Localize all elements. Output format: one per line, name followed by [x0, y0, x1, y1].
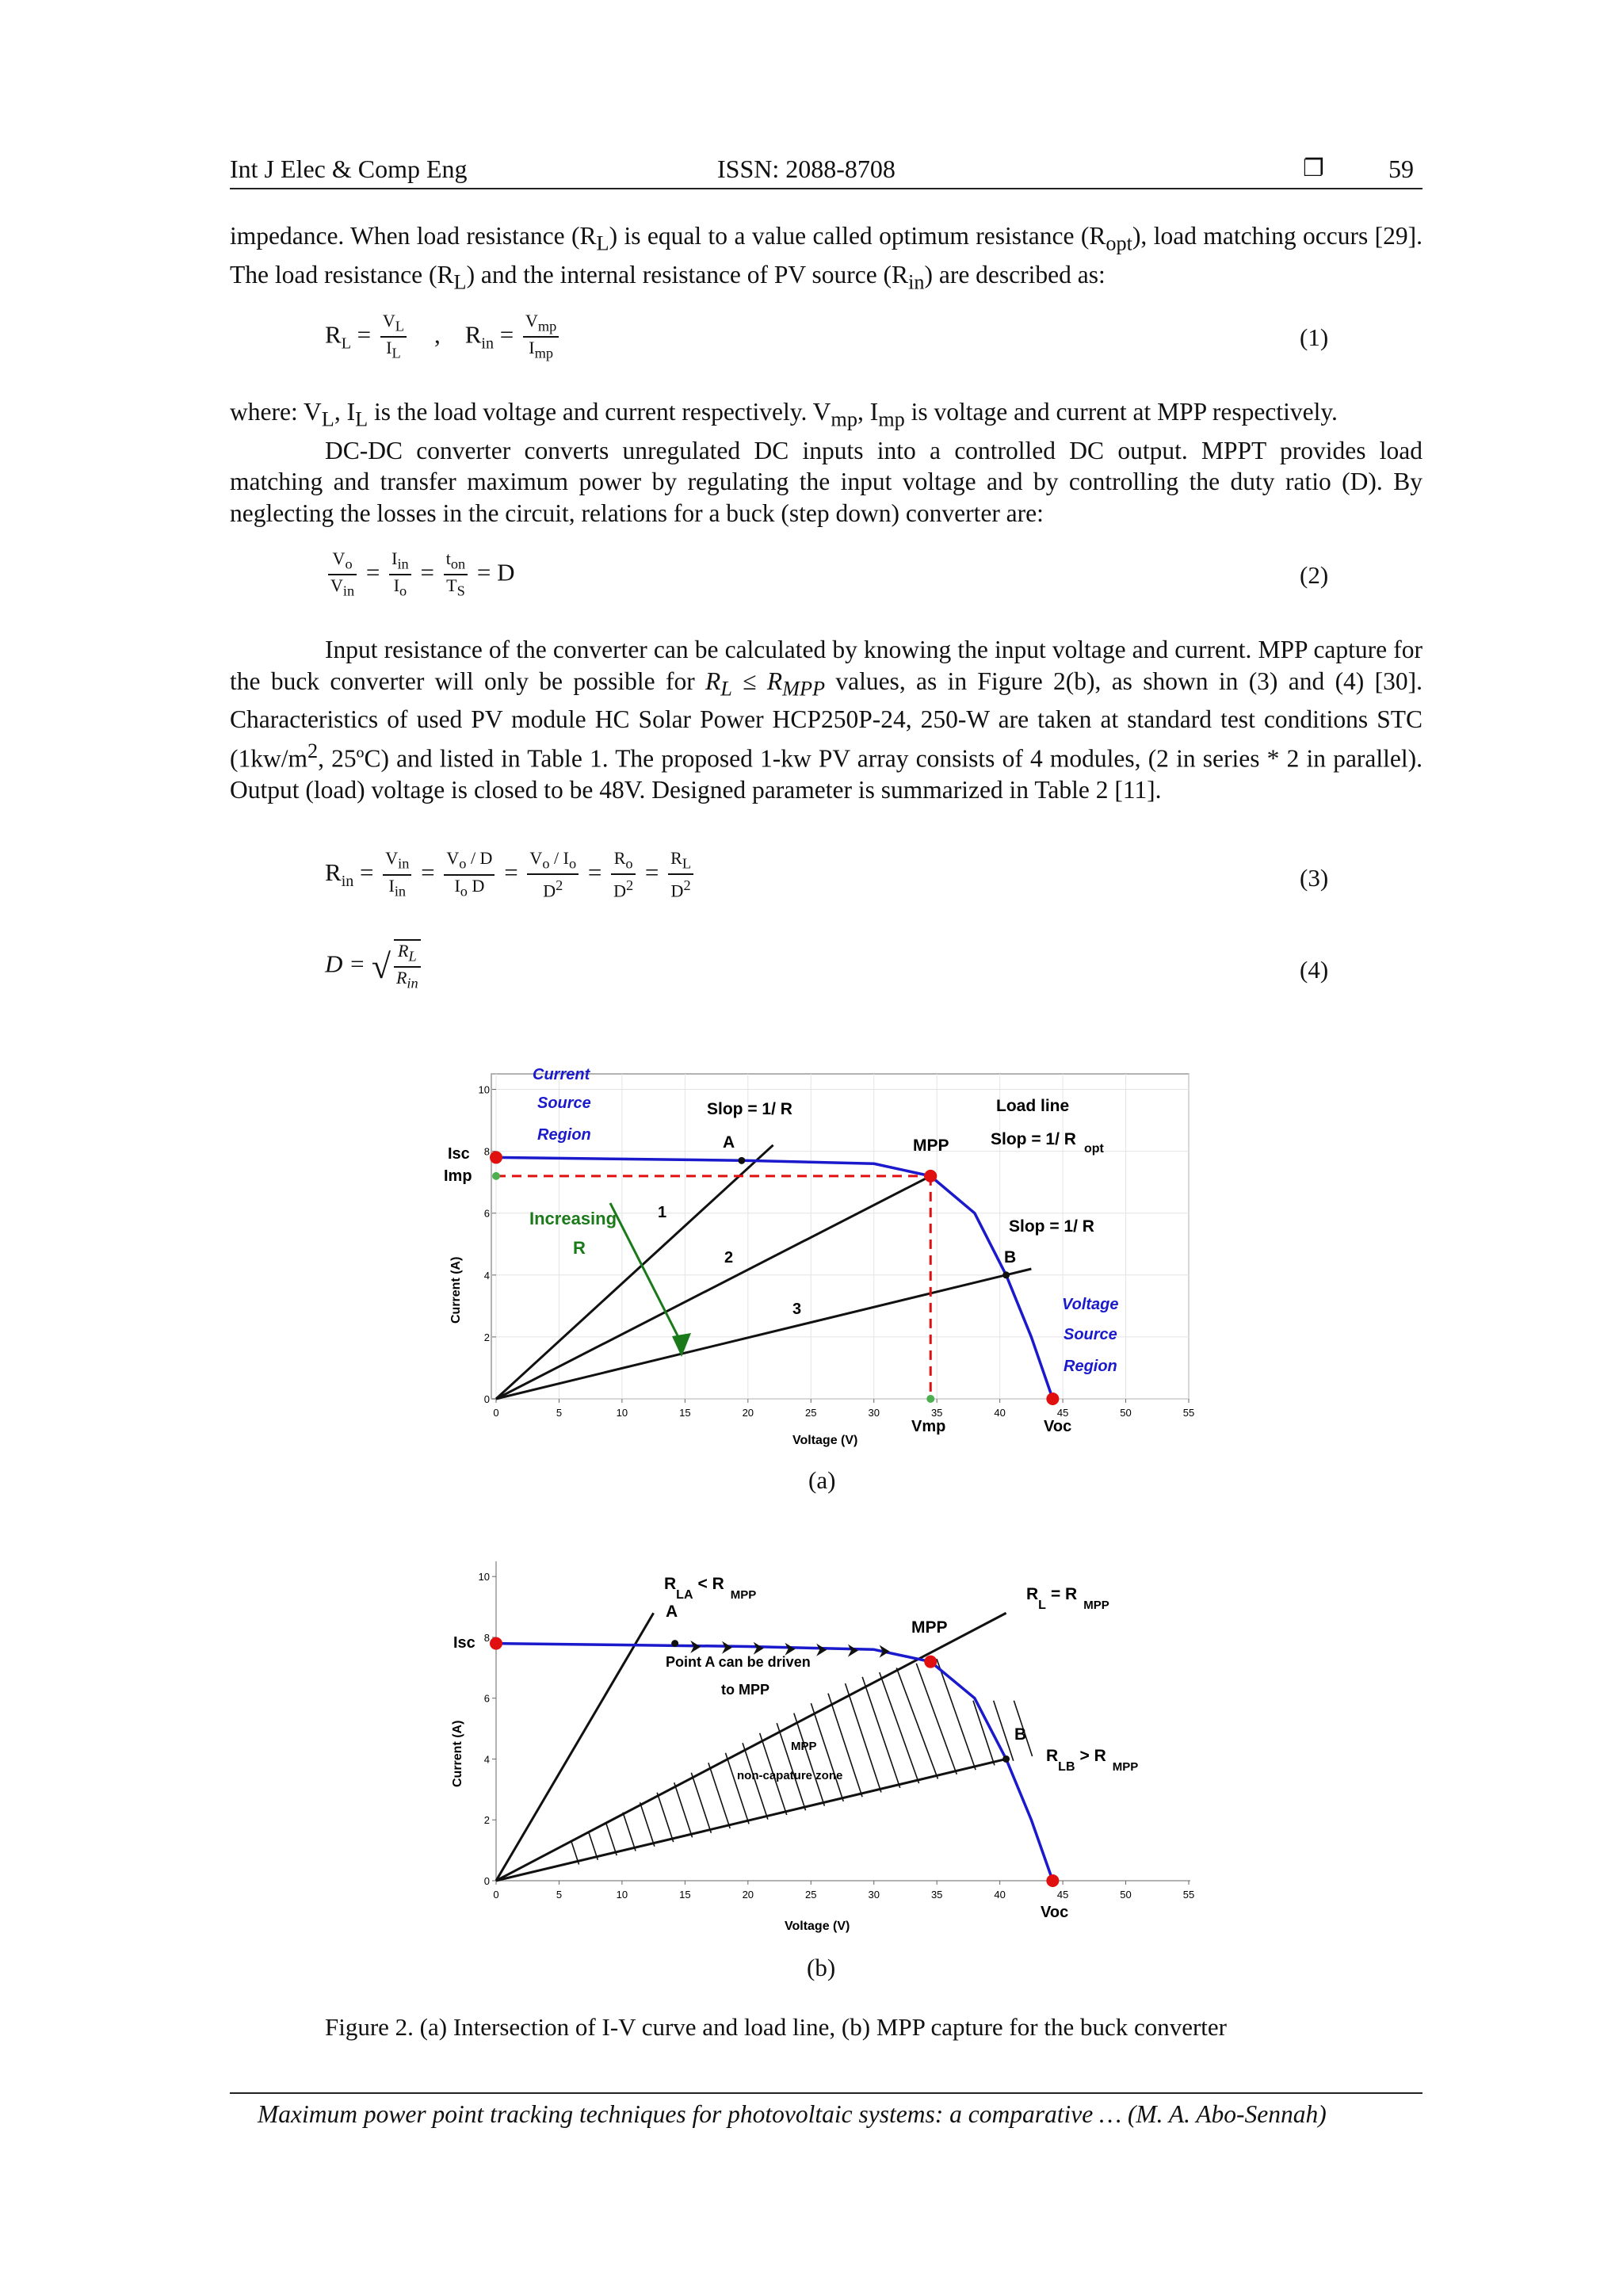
- box-icon: ❐: [1303, 155, 1324, 182]
- hatch-line: [880, 1672, 919, 1783]
- hatch-line: [657, 1793, 674, 1842]
- y-tick-label: 6: [483, 1207, 490, 1220]
- x-tick-label: 55: [1182, 1407, 1195, 1419]
- point-b-label-b: B: [1014, 1725, 1027, 1744]
- x-tick-label: 10: [616, 1407, 628, 1419]
- point-b-marker: [1002, 1271, 1010, 1278]
- point-a-label: A: [723, 1133, 735, 1152]
- increasing-r-label: R: [573, 1238, 586, 1258]
- x-tick-label: 0: [493, 1407, 499, 1419]
- vmp-marker: [926, 1395, 934, 1403]
- xlabel-b: Voltage (V): [785, 1920, 850, 1933]
- imp-label-a: Imp: [444, 1167, 472, 1185]
- x-tick-label: 50: [1120, 1407, 1132, 1419]
- y-tick-label: 0: [483, 1875, 490, 1887]
- point-b-marker: [1002, 1755, 1010, 1763]
- flow-chevron: [816, 1644, 827, 1656]
- page-number: 59: [1388, 155, 1414, 183]
- equation-2-number: (2): [1300, 561, 1329, 589]
- issn: ISSN: 2088-8708: [717, 155, 896, 183]
- equation-1-number: (1): [1300, 323, 1329, 351]
- hatch-line: [691, 1773, 711, 1833]
- point-a-text-1: Point A can be driven: [666, 1654, 811, 1670]
- hatch-line: [896, 1668, 938, 1778]
- slope-b-label: Slop = 1/ R: [1009, 1217, 1094, 1236]
- hatch-line: [605, 1822, 617, 1855]
- mpp-label-b: MPP: [911, 1618, 948, 1637]
- footer-rule: [230, 2092, 1423, 2094]
- equation-3-number: (3): [1300, 864, 1329, 892]
- equation-4: D = √ $R_L$ $R_{in}$: [325, 939, 424, 994]
- figure-caption: Figure 2. (a) Intersection of I-V curve and load line, (b) MPP capture for the buck converter: [325, 2013, 1227, 2041]
- paragraph-4: [230, 634, 1423, 805]
- y-tick-label: 4: [483, 1753, 490, 1766]
- equation-1: $R_L$ = $\frac{V_L}{I_L}$ , $R_{in}$ = $V_{mp}$ $I_{mp}$: [325, 311, 562, 364]
- x-tick-label: 20: [742, 1407, 754, 1419]
- rla-label: $R_{LA}< R_{MPP}$: [664, 1575, 757, 1602]
- x-tick-label: 30: [868, 1407, 880, 1419]
- current-source-2: Source: [537, 1095, 591, 1112]
- paragraph-3-text: DC-DC converter converts unregulated DC inputs into a controlled DC output. MPPT provides load matching and transfer maximum power by regulating the input voltage and by controlling the duty ratio (D). By neglecting the losses in the circuit, relations for a buck (step down) converter are:: [230, 436, 1423, 527]
- x-tick-label: 35: [930, 1889, 943, 1901]
- x-tick-label: 5: [556, 1407, 563, 1419]
- x-tick-label: 5: [556, 1889, 563, 1901]
- equation-2: $V_o$ $V_{in}$ = $I_{in}$ $I_o$ = $t_{on}$ $T_S$ = D: [325, 548, 515, 602]
- x-tick-label: 45: [1056, 1407, 1069, 1419]
- flow-chevron: [754, 1642, 764, 1655]
- hatch-line: [623, 1813, 636, 1851]
- line-3-label: 3: [792, 1301, 802, 1318]
- voc-label-b: Voc: [1041, 1904, 1069, 1921]
- y-tick-label: 10: [478, 1571, 490, 1584]
- load-line-2: [496, 1613, 1006, 1881]
- point-a-marker: [738, 1157, 745, 1164]
- rl-label: $R_L= R_{MPP}$: [1026, 1585, 1109, 1612]
- voltage-source-2: Source: [1064, 1326, 1117, 1343]
- voltage-source-1: Voltage: [1062, 1296, 1119, 1313]
- ylabel-b: Current (A): [451, 1720, 464, 1787]
- imp-marker: [492, 1172, 500, 1180]
- isc-label-b: Isc: [453, 1634, 475, 1652]
- y-tick-label: 2: [483, 1331, 490, 1343]
- x-tick-label: 50: [1120, 1889, 1132, 1901]
- vmp-label-a: Vmp: [911, 1418, 946, 1435]
- zone-label-1: MPP: [791, 1740, 817, 1753]
- isc-label-a: Isc: [448, 1145, 470, 1163]
- x-tick-label: 35: [930, 1407, 943, 1419]
- rlb-label: $R_{LB}> R_{MPP}$: [1046, 1747, 1139, 1774]
- x-tick-label: 10: [616, 1889, 628, 1901]
- journal-name: Int J Elec & Comp Eng: [230, 155, 468, 183]
- ticks-b: [479, 1571, 1195, 1901]
- y-tick-label: 10: [478, 1083, 490, 1096]
- x-tick-label: 45: [1056, 1889, 1069, 1901]
- line-1-label: 1: [658, 1204, 667, 1221]
- x-tick-label: 25: [805, 1889, 817, 1901]
- hatch-line: [846, 1683, 881, 1792]
- x-tick-label: 20: [742, 1889, 754, 1901]
- paragraph-2: [230, 396, 1423, 529]
- xlabel-a: Voltage (V): [792, 1434, 858, 1447]
- y-tick-label: 0: [483, 1393, 490, 1405]
- ylabel-a: Current (A): [449, 1256, 463, 1324]
- slope-opt-label: Slop = 1/ R: [991, 1130, 1076, 1148]
- equation-4-number: (4): [1300, 956, 1329, 984]
- footer-text: Maximum power point tracking techniques for photovoltaic systems: a comparative … (M. A. Abo-Sennah): [258, 2100, 1327, 2128]
- point-a-label-b: A: [666, 1603, 678, 1621]
- x-tick-label: 40: [994, 1407, 1006, 1419]
- increasing-label: Increasing: [529, 1209, 617, 1228]
- plot-area-a: [491, 1074, 1189, 1399]
- opt-sub-label: opt: [1084, 1142, 1104, 1156]
- flow-chevron: [848, 1645, 858, 1657]
- y-tick-label: 6: [483, 1692, 490, 1705]
- point-b-label: B: [1004, 1248, 1017, 1266]
- x-tick-label: 0: [493, 1889, 499, 1901]
- slope1-label: Slop = 1/ R: [707, 1100, 792, 1118]
- line-2-label: 2: [724, 1249, 734, 1266]
- iv-curve: [496, 1644, 1052, 1881]
- hatch-line: [674, 1782, 693, 1837]
- x-tick-label: 25: [805, 1407, 817, 1419]
- point-a-text-2: to MPP: [721, 1682, 769, 1698]
- mpp-marker: [924, 1656, 937, 1668]
- hatch-line: [708, 1763, 730, 1828]
- x-tick-label: 40: [994, 1889, 1006, 1901]
- x-tick-label: 55: [1182, 1889, 1195, 1901]
- isc-marker: [490, 1151, 502, 1163]
- mpp-marker: [924, 1170, 937, 1182]
- current-source-3: Region: [537, 1126, 591, 1144]
- paragraph-1: impedance. When load resistance $(R_L)$ is equal to a value called optimum resistance $(R_{opt})$, load matching occurs [29]. The load resistance $(R_L)$ and the internal resistance of PV source $(R_{in})$ are described as:: [230, 222, 1423, 294]
- header-rule: [230, 188, 1423, 189]
- voc-marker: [1046, 1874, 1059, 1887]
- y-tick-label: 8: [483, 1145, 490, 1158]
- point-a-marker: [671, 1640, 678, 1647]
- hatch-line: [794, 1713, 825, 1806]
- y-tick-label: 4: [483, 1269, 490, 1282]
- voc-marker: [1046, 1392, 1059, 1405]
- y-tick-label: 2: [483, 1814, 490, 1827]
- hatch-line: [725, 1753, 749, 1824]
- x-tick-label: 30: [868, 1889, 880, 1901]
- y-tick-label: 8: [483, 1631, 490, 1644]
- figure-b: [444, 1549, 1220, 1954]
- zone-label-2: non-capature zone: [737, 1769, 843, 1782]
- figure-b-label: (b): [807, 1954, 836, 1981]
- mpp-label-a: MPP: [913, 1137, 949, 1155]
- voltage-source-3: Region: [1064, 1358, 1117, 1375]
- x-tick-label: 15: [679, 1407, 691, 1419]
- hatch-line: [862, 1677, 900, 1788]
- equation-3: $R_{in}$ = $V_{in}$ $I_{in}$ = $\frac{V_o / D}{I_o D}$ = $\frac{V_o / I_o}{D^2}$ = $\frac{R_o}{D^2}$ = $\frac{R_L}{D^2}$: [325, 848, 697, 902]
- hatch-line: [640, 1802, 655, 1846]
- hatch-line: [937, 1659, 976, 1770]
- load-line-label: Load line: [996, 1097, 1070, 1115]
- figure-a-label: (a): [808, 1466, 836, 1494]
- voc-label-a: Voc: [1044, 1418, 1072, 1435]
- isc-marker: [490, 1637, 502, 1650]
- paragraph-2-text: where: $V_L$, $I_L$ is the load voltage and current respectively. $V_{mp}$, $I_{mp}$ is voltage and current at MPP respectively.: [230, 398, 1338, 431]
- paragraph-4-text: Input resistance of the converter can be calculated by knowing the input voltage and current. MPP capture for the buck converter will only be possible for $R_L \le R_{MPP}$ values, as in Figure 2(b), as shown in (3) and (4) [30]. Characteristics of used PV module HC Solar Power HCP250P-24, 250-W are taken at standard test conditions STC ($1kw/m^2$, 25ºC) and listed in Table 1. The proposed 1-kw PV array consists of 4 modules, (2 in series * 2 in parallel). Output (load) voltage is closed to be 48V. Designed parameter is summarized in Table 2 [11].: [230, 636, 1423, 804]
- x-tick-label: 15: [679, 1889, 691, 1901]
- figure-a: [444, 1062, 1220, 1466]
- current-source-1: Current: [533, 1066, 590, 1083]
